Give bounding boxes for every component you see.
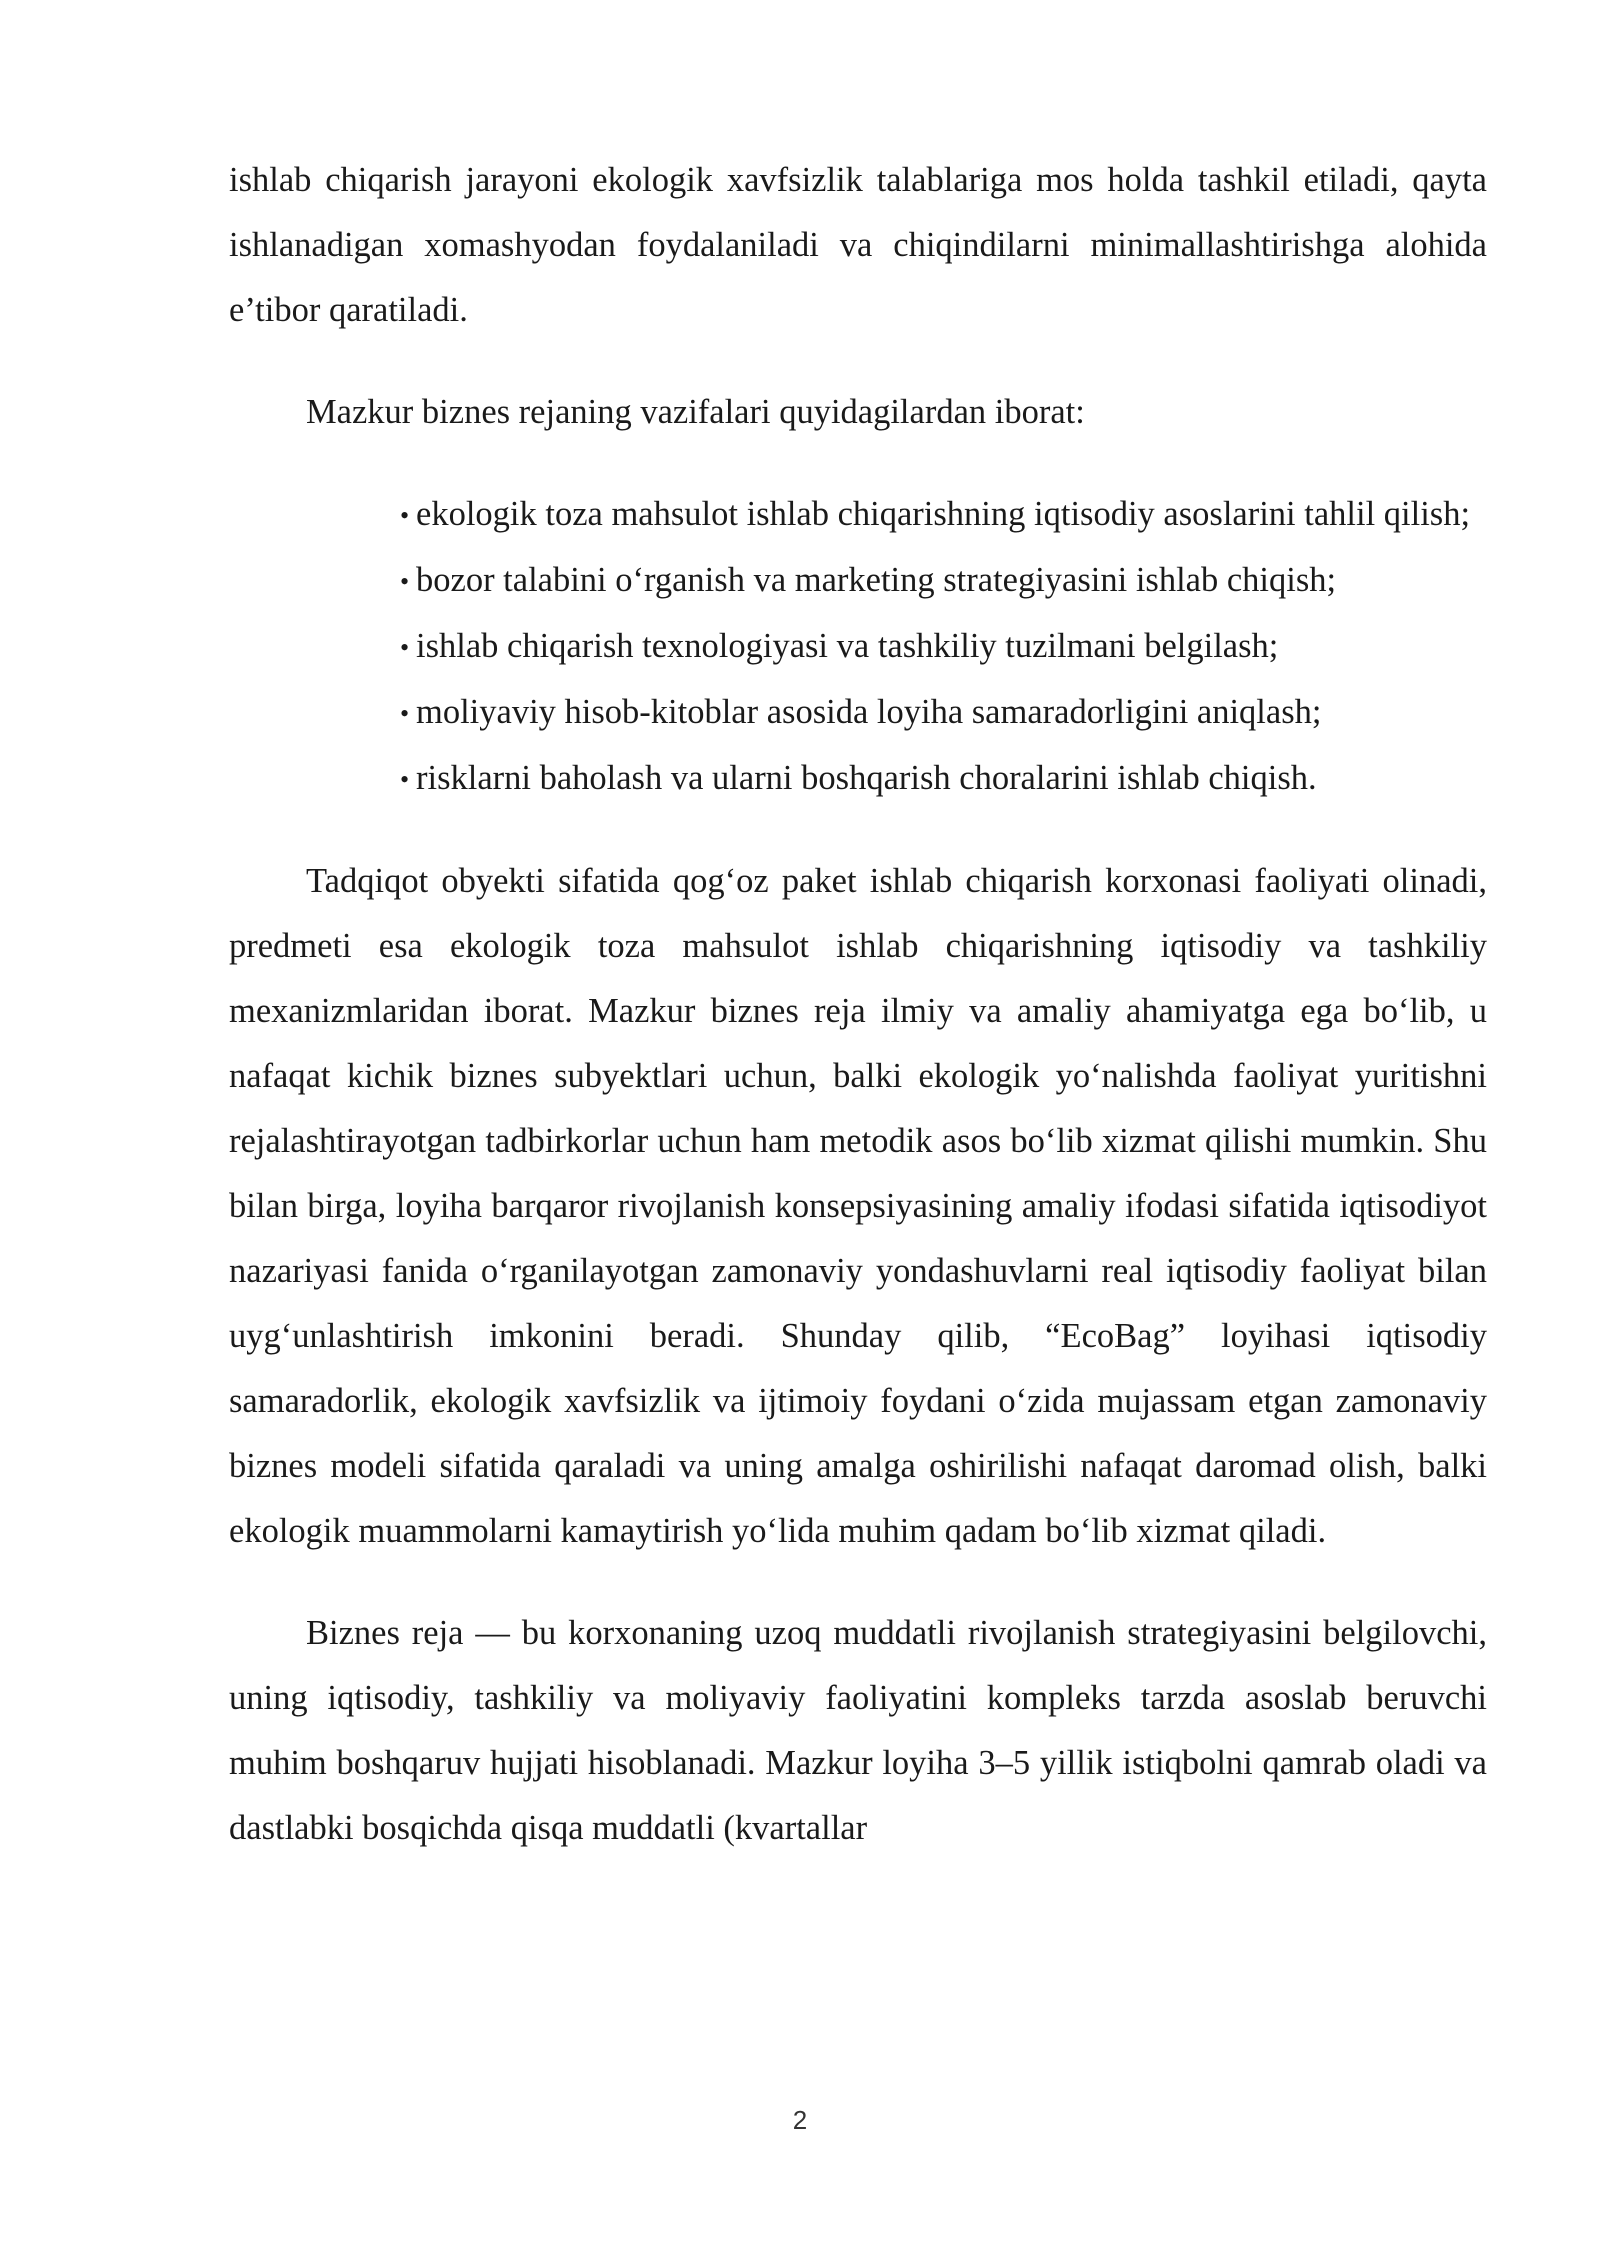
list-item: [324, 680, 1487, 746]
list-item: [324, 548, 1487, 614]
tasks-intro-paragraph: Mazkur biznes rejaning vazifalari quyidagilardan iborat:: [306, 393, 1085, 431]
page-number: 2: [792, 2105, 808, 2135]
list-item-text: ekologik toza mahsulot ishlab chiqarishning iqtisodiy asoslarini tahlil qilish;: [416, 495, 1471, 533]
page-body: [229, 148, 1487, 1861]
intro-paragraph: ishlab chiqarish jarayoni ekologik xavfsizlik talablariga mos holda tashkil etiladi, qayta ishlanadigan xomashyodan foydalaniladi va chiqindilarni minimallashtirishga alohida e’tibor qaratiladi.: [229, 161, 1487, 329]
list-item-text: moliyaviy hisob-kitoblar asosida loyiha samaradorligini aniqlash;: [416, 693, 1322, 731]
bullet-icon: •: [400, 765, 410, 794]
research-paragraph: Tadqiqot obyekti sifatida qog‘oz paket ishlab chiqarish korxonasi faoliyati olinadi, predmeti esa ekologik toza mahsulot ishlab chiqarishning iqtisodiy va tashkiliy mexanizmlaridan iborat. Mazkur biznes reja ilmiy va amaliy ahamiyatga ega bo‘lib, u nafaqat kichik biznes subyektlari uchun, balki ekologik yo‘nalishda faoliyat yuritishni rejalashtirayotgan tadbirkorlar uchun ham metodik asos bo‘lib xizmat qilishi mumkin. Shu bilan birga, loyiha barqaror rivojlanish konsepsiyasining amaliy ifodasi sifatida iqtisodiyot nazariyasi fanida o‘rganilayotgan zamonaviy yondashuvlarni real iqtisodiy faoliyat bilan uyg‘unlashtirish imkonini beradi. Shunday qilib, “EcoBag” loyihasi iqtisodiy samaradorlik, ekologik xavfsizlik va ijtimoiy foydani o‘zida mujassam etgan zamonaviy biznes modeli sifatida qaraladi va uning amalga oshirilishi nafaqat daromad olish, balki ekologik muammolarni kamaytirish yo‘lida muhim qadam bo‘lib xizmat qiladi.: [229, 862, 1487, 1550]
list-item-text: risklarni baholash va ularni boshqarish choralarini ishlab chiqish.: [416, 759, 1317, 797]
list-item-text: ishlab chiqarish texnologiyasi va tashkiliy tuzilmani belgilash;: [416, 627, 1279, 665]
list-item: [324, 614, 1487, 680]
bullet-icon: •: [400, 633, 410, 662]
bullet-icon: •: [400, 501, 410, 530]
list-item: [324, 746, 1487, 812]
bullet-icon: •: [400, 699, 410, 728]
business-plan-paragraph: Biznes reja — bu korxonaning uzoq muddatli rivojlanish strategiyasini belgilovchi, uning iqtisodiy, tashkiliy va moliyaviy faoliyatini kompleks tarzda asoslab beruvchi muhim boshqaruv hujjati hisoblanadi. Mazkur loyiha 3–5 yillik istiqbolni qamrab oladi va dastlabki bosqichda qisqa muddatli (kvartallar: [229, 1614, 1487, 1847]
list-item: [324, 482, 1487, 548]
list-item-text: bozor talabini o‘rganish va marketing strategiyasini ishlab chiqish;: [416, 561, 1337, 599]
tasks-list: [229, 482, 1487, 812]
bullet-icon: •: [400, 567, 410, 596]
